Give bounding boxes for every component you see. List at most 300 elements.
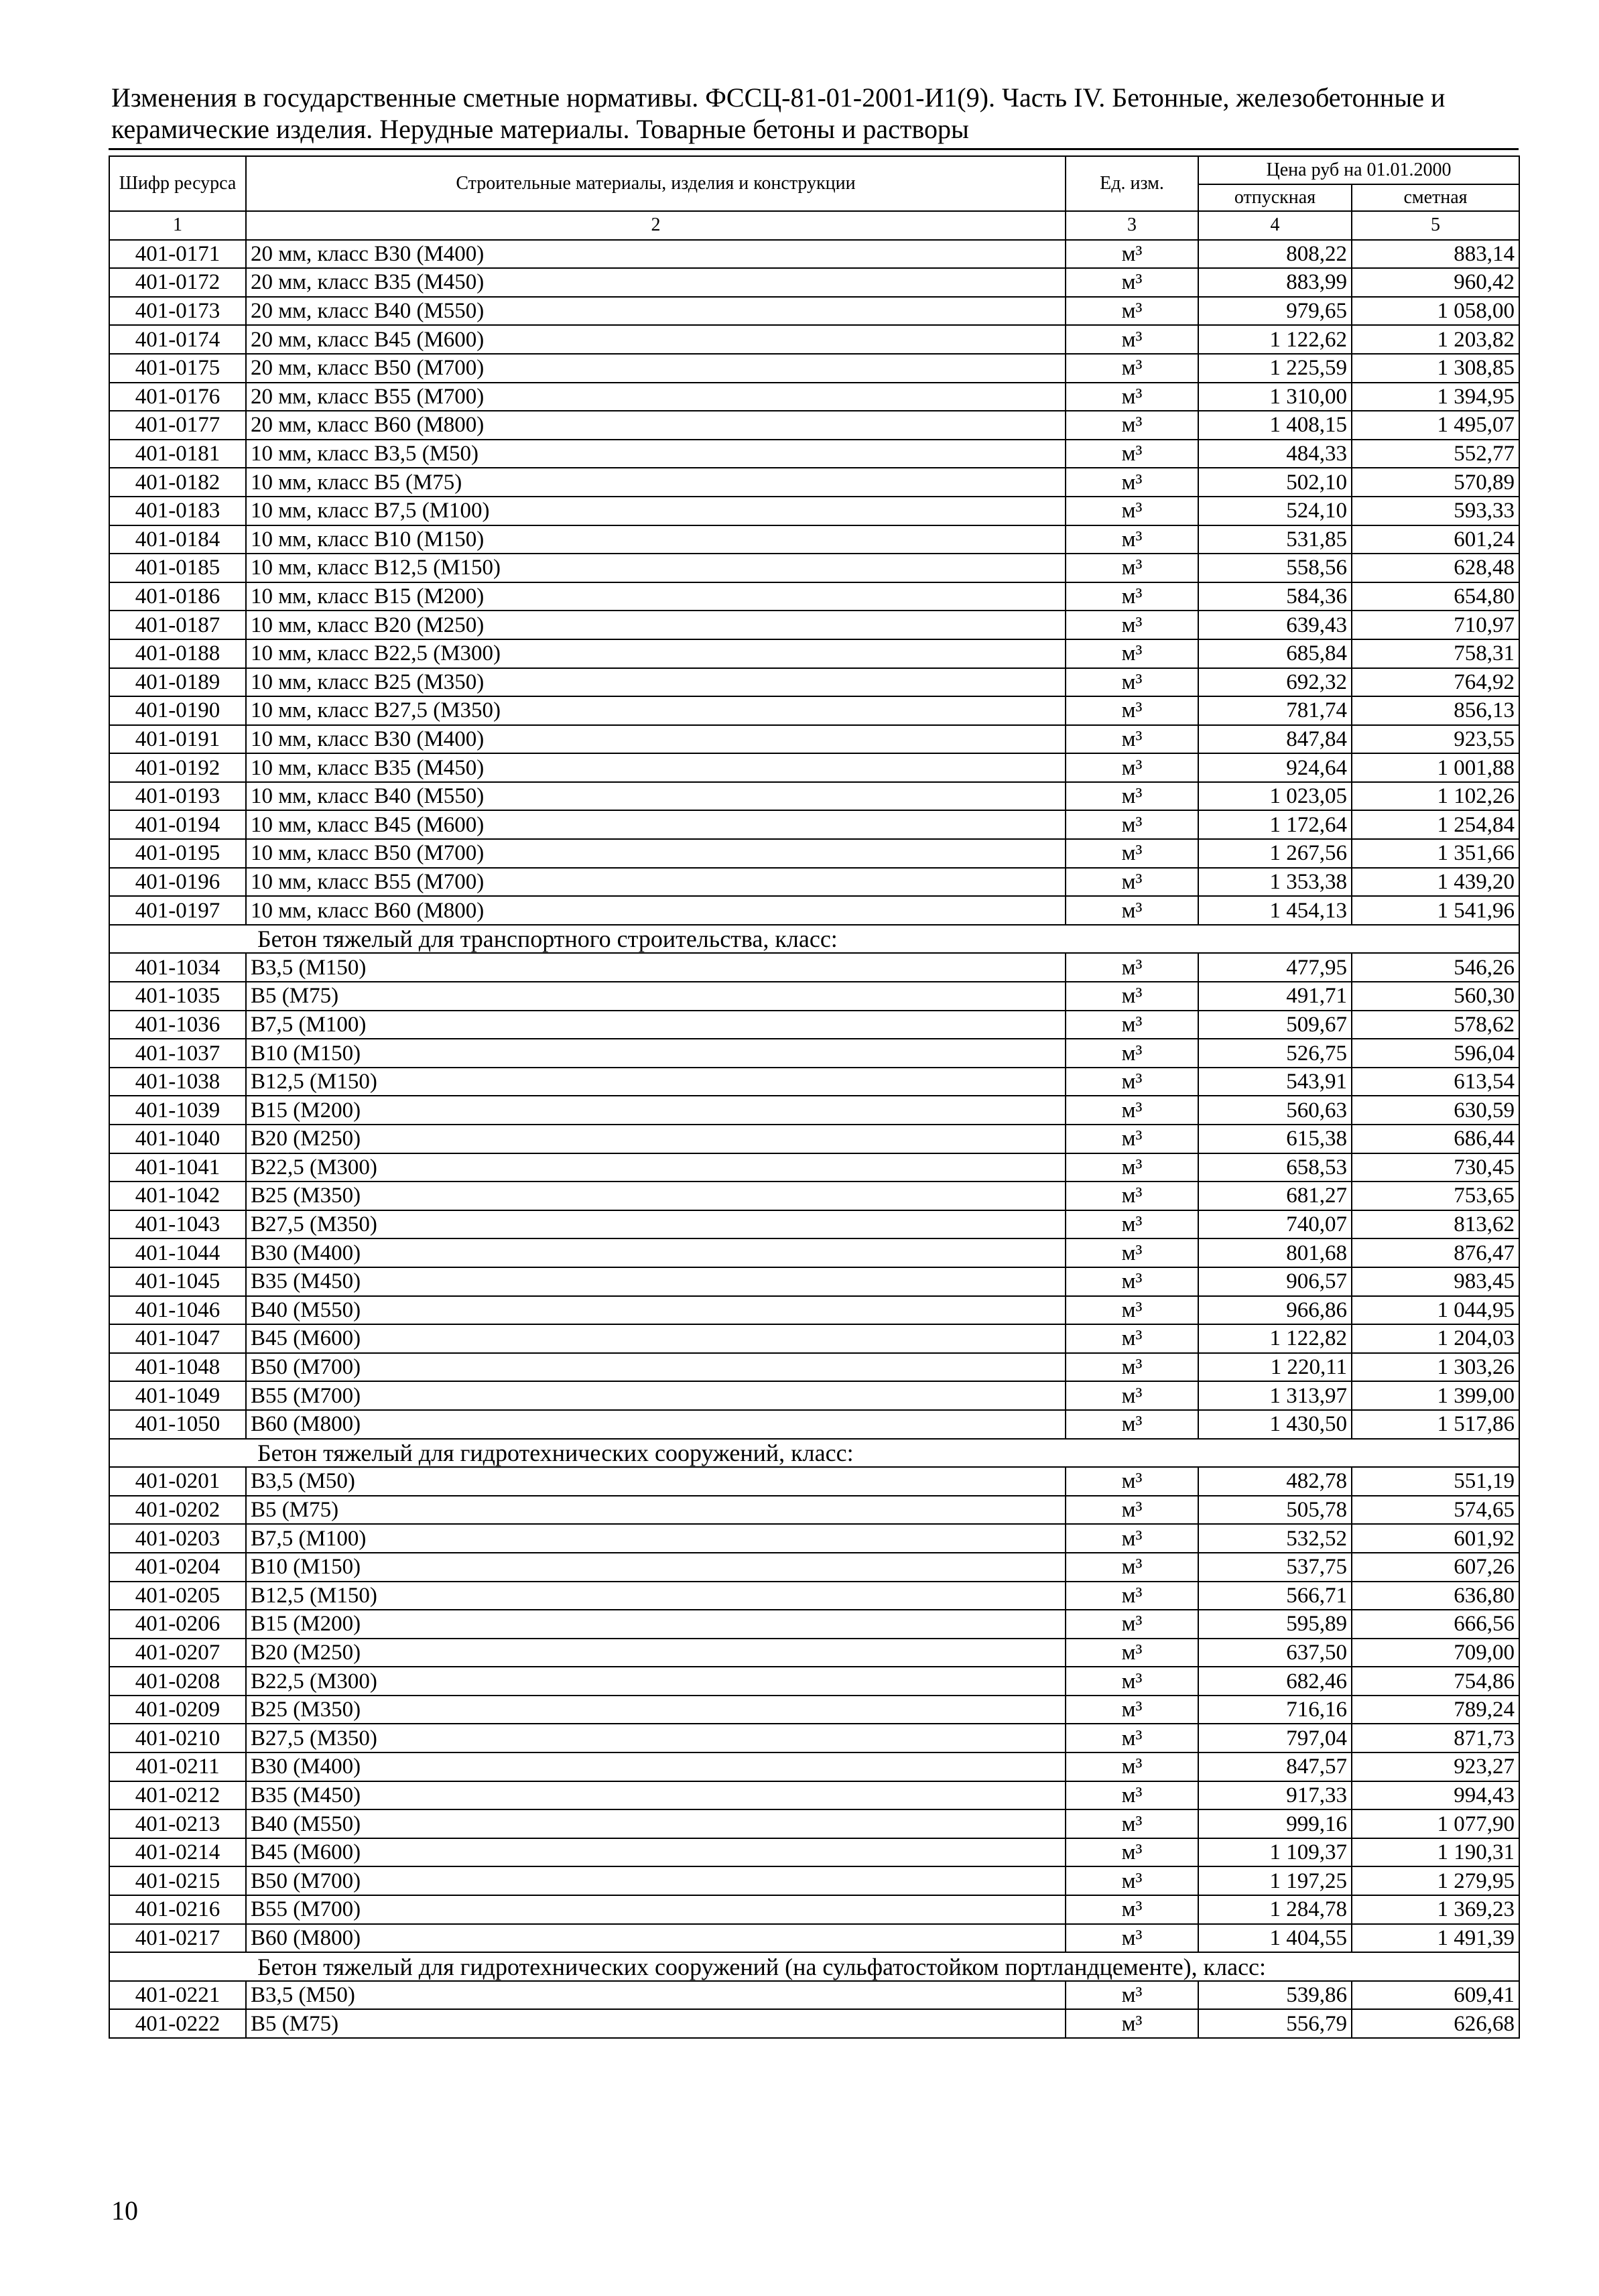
table-row bbox=[109, 1210, 1519, 1239]
table-row bbox=[109, 1182, 1519, 1210]
estimate-price: 628,48 bbox=[1352, 554, 1519, 582]
material-name: В20 (М250) bbox=[246, 1125, 1066, 1153]
estimate-price: 654,80 bbox=[1352, 582, 1519, 611]
material-name: В12,5 (М150) bbox=[246, 1582, 1066, 1610]
table-row bbox=[109, 354, 1519, 383]
unit-cell: м³ bbox=[1066, 268, 1198, 297]
table-row bbox=[109, 725, 1519, 754]
release-price: 524,10 bbox=[1198, 497, 1352, 525]
release-price: 847,84 bbox=[1198, 725, 1352, 754]
material-name: 10 мм, класс В20 (М250) bbox=[246, 611, 1066, 639]
resource-code: 401-1034 bbox=[109, 953, 246, 982]
release-price: 740,07 bbox=[1198, 1210, 1352, 1239]
release-price: 1 454,13 bbox=[1198, 896, 1352, 925]
release-price: 1 109,37 bbox=[1198, 1838, 1352, 1867]
material-name: 10 мм, класс В15 (М200) bbox=[246, 582, 1066, 611]
resource-code: 401-0172 bbox=[109, 268, 246, 297]
unit-cell: м³ bbox=[1066, 1639, 1198, 1667]
unit-cell: м³ bbox=[1066, 1809, 1198, 1838]
material-name: В15 (М200) bbox=[246, 1610, 1066, 1639]
section-row bbox=[109, 1439, 1519, 1468]
estimate-price: 630,59 bbox=[1352, 1096, 1519, 1125]
table-row bbox=[109, 1895, 1519, 1924]
release-price: 1 220,11 bbox=[1198, 1353, 1352, 1382]
resource-code: 401-0177 bbox=[109, 411, 246, 440]
resource-code: 401-0208 bbox=[109, 1667, 246, 1696]
unit-cell: м³ bbox=[1066, 1724, 1198, 1752]
resource-code: 401-0222 bbox=[109, 2009, 246, 2038]
material-name: В60 (М800) bbox=[246, 1924, 1066, 1953]
unit-cell: м³ bbox=[1066, 868, 1198, 897]
material-name: 10 мм, класс В27,5 (М350) bbox=[246, 696, 1066, 725]
unit-cell: м³ bbox=[1066, 1410, 1198, 1439]
resource-code: 401-0217 bbox=[109, 1924, 246, 1953]
material-name: В40 (М550) bbox=[246, 1296, 1066, 1325]
material-name: 10 мм, класс В40 (М550) bbox=[246, 782, 1066, 811]
resource-code: 401-1046 bbox=[109, 1296, 246, 1325]
estimate-price: 1 001,88 bbox=[1352, 753, 1519, 782]
table-row bbox=[109, 1639, 1519, 1667]
release-price: 484,33 bbox=[1198, 440, 1352, 468]
unit-cell: м³ bbox=[1066, 611, 1198, 639]
material-name: В15 (М200) bbox=[246, 1096, 1066, 1125]
release-price: 658,53 bbox=[1198, 1153, 1352, 1182]
resource-code: 401-0215 bbox=[109, 1866, 246, 1895]
unit-cell: м³ bbox=[1066, 1866, 1198, 1895]
release-price: 482,78 bbox=[1198, 1467, 1352, 1496]
estimate-price: 710,97 bbox=[1352, 611, 1519, 639]
table-header-row bbox=[109, 156, 1519, 184]
release-price: 1 122,62 bbox=[1198, 325, 1352, 354]
resource-code: 401-0211 bbox=[109, 1752, 246, 1781]
release-price: 797,04 bbox=[1198, 1724, 1352, 1752]
header-rule bbox=[109, 148, 1519, 150]
unit-cell: м³ bbox=[1066, 1296, 1198, 1325]
table-row bbox=[109, 896, 1519, 925]
release-price: 999,16 bbox=[1198, 1809, 1352, 1838]
material-name: В50 (М700) bbox=[246, 1866, 1066, 1895]
table-row bbox=[109, 1553, 1519, 1582]
table-row bbox=[109, 297, 1519, 326]
unit-cell: м³ bbox=[1066, 1496, 1198, 1525]
section-title: Бетон тяжелый для транспортного строительства, класс: bbox=[109, 925, 1519, 954]
resource-code: 401-0194 bbox=[109, 810, 246, 839]
release-price: 539,86 bbox=[1198, 1981, 1352, 2010]
estimate-price: 1 044,95 bbox=[1352, 1296, 1519, 1325]
estimate-price: 1 058,00 bbox=[1352, 297, 1519, 326]
material-name: В50 (М700) bbox=[246, 1353, 1066, 1382]
unit-cell: м³ bbox=[1066, 1696, 1198, 1724]
material-name: 20 мм, класс В50 (М700) bbox=[246, 354, 1066, 383]
estimate-price-header: сметная bbox=[1352, 184, 1519, 211]
release-price: 1 310,00 bbox=[1198, 383, 1352, 411]
unit-cell: м³ bbox=[1066, 240, 1198, 269]
table-row bbox=[109, 554, 1519, 582]
estimate-price: 789,24 bbox=[1352, 1696, 1519, 1724]
release-price: 808,22 bbox=[1198, 240, 1352, 269]
unit-cell: м³ bbox=[1066, 1182, 1198, 1210]
material-name: В12,5 (М150) bbox=[246, 1068, 1066, 1096]
unit-cell: м³ bbox=[1066, 1553, 1198, 1582]
release-price: 595,89 bbox=[1198, 1610, 1352, 1639]
release-price: 558,56 bbox=[1198, 554, 1352, 582]
resource-code: 401-0202 bbox=[109, 1496, 246, 1525]
estimate-price: 607,26 bbox=[1352, 1553, 1519, 1582]
resource-code: 401-1047 bbox=[109, 1324, 246, 1353]
release-price: 716,16 bbox=[1198, 1696, 1352, 1724]
unit-cell: м³ bbox=[1066, 839, 1198, 868]
unit-cell: м³ bbox=[1066, 1667, 1198, 1696]
resource-code: 401-0212 bbox=[109, 1781, 246, 1810]
section-row bbox=[109, 925, 1519, 954]
table-row bbox=[109, 668, 1519, 697]
release-price: 1 197,25 bbox=[1198, 1866, 1352, 1895]
estimate-price: 1 102,26 bbox=[1352, 782, 1519, 811]
estimate-price: 1 394,95 bbox=[1352, 383, 1519, 411]
estimate-price: 1 308,85 bbox=[1352, 354, 1519, 383]
material-name: 10 мм, класс В45 (М600) bbox=[246, 810, 1066, 839]
release-price: 566,71 bbox=[1198, 1582, 1352, 1610]
page-number: 10 bbox=[111, 2195, 138, 2226]
material-name: В35 (М450) bbox=[246, 1267, 1066, 1296]
resource-code: 401-0171 bbox=[109, 240, 246, 269]
table-row bbox=[109, 468, 1519, 497]
estimate-price: 758,31 bbox=[1352, 639, 1519, 668]
resource-code: 401-1036 bbox=[109, 1011, 246, 1039]
unit-cell: м³ bbox=[1066, 753, 1198, 782]
resource-code: 401-0182 bbox=[109, 468, 246, 497]
material-name: В30 (М400) bbox=[246, 1752, 1066, 1781]
table-row bbox=[109, 1125, 1519, 1153]
material-name: В45 (М600) bbox=[246, 1838, 1066, 1867]
resource-code: 401-0176 bbox=[109, 383, 246, 411]
resource-code: 401-0207 bbox=[109, 1639, 246, 1667]
resource-code: 401-0205 bbox=[109, 1582, 246, 1610]
resource-code: 401-1037 bbox=[109, 1039, 246, 1068]
unit-cell: м³ bbox=[1066, 1238, 1198, 1267]
table-row bbox=[109, 782, 1519, 811]
estimate-price: 552,77 bbox=[1352, 440, 1519, 468]
release-price: 917,33 bbox=[1198, 1781, 1352, 1810]
estimate-price: 1 190,31 bbox=[1352, 1838, 1519, 1867]
unit-cell: м³ bbox=[1066, 982, 1198, 1011]
resource-code: 401-0173 bbox=[109, 297, 246, 326]
unit-cell: м³ bbox=[1066, 554, 1198, 582]
resource-code: 401-1044 bbox=[109, 1238, 246, 1267]
release-price: 1 023,05 bbox=[1198, 782, 1352, 811]
material-name: 10 мм, класс В25 (М350) bbox=[246, 668, 1066, 697]
resource-code: 401-1039 bbox=[109, 1096, 246, 1125]
estimate-price: 1 203,82 bbox=[1352, 325, 1519, 354]
release-price: 847,57 bbox=[1198, 1752, 1352, 1781]
release-price: 491,71 bbox=[1198, 982, 1352, 1011]
estimate-price: 1 495,07 bbox=[1352, 411, 1519, 440]
material-name: В5 (М75) bbox=[246, 2009, 1066, 2038]
material-name: В25 (М350) bbox=[246, 1696, 1066, 1724]
table-row bbox=[109, 1866, 1519, 1895]
material-name: В45 (М600) bbox=[246, 1324, 1066, 1353]
release-price: 1 122,82 bbox=[1198, 1324, 1352, 1353]
section-title: Бетон тяжелый для гидротехнических сооружений, класс: bbox=[109, 1439, 1519, 1468]
material-name: 20 мм, класс В60 (М800) bbox=[246, 411, 1066, 440]
resource-code: 401-0197 bbox=[109, 896, 246, 925]
estimate-price: 730,45 bbox=[1352, 1153, 1519, 1182]
resource-code: 401-1048 bbox=[109, 1353, 246, 1382]
table-row bbox=[109, 810, 1519, 839]
header-line-2: керамические изделия. Нерудные материалы. Товарные бетоны и растворы bbox=[111, 114, 969, 144]
estimate-price: 1 369,23 bbox=[1352, 1895, 1519, 1924]
estimate-price: 560,30 bbox=[1352, 982, 1519, 1011]
table-row bbox=[109, 582, 1519, 611]
release-price: 526,75 bbox=[1198, 1039, 1352, 1068]
resource-code: 401-0213 bbox=[109, 1809, 246, 1838]
unit-cell: м³ bbox=[1066, 1210, 1198, 1239]
col-number: 4 bbox=[1198, 211, 1352, 240]
unit-cell: м³ bbox=[1066, 325, 1198, 354]
material-name: 10 мм, класс В10 (М150) bbox=[246, 525, 1066, 554]
material-name: В35 (М450) bbox=[246, 1781, 1066, 1810]
unit-cell: м³ bbox=[1066, 297, 1198, 326]
table-row bbox=[109, 1582, 1519, 1610]
estimate-price: 923,27 bbox=[1352, 1752, 1519, 1781]
material-name: В3,5 (М50) bbox=[246, 1981, 1066, 2010]
unit-cell: м³ bbox=[1066, 1467, 1198, 1496]
release-price: 1 313,97 bbox=[1198, 1381, 1352, 1410]
material-name: 20 мм, класс В55 (М700) bbox=[246, 383, 1066, 411]
material-name: 10 мм, класс В60 (М800) bbox=[246, 896, 1066, 925]
release-price: 924,64 bbox=[1198, 753, 1352, 782]
estimate-price: 1 541,96 bbox=[1352, 896, 1519, 925]
release-price: 966,86 bbox=[1198, 1296, 1352, 1325]
unit-cell: м³ bbox=[1066, 1267, 1198, 1296]
material-name: В5 (М75) bbox=[246, 1496, 1066, 1525]
estimate-price: 1 491,39 bbox=[1352, 1924, 1519, 1953]
table-row bbox=[109, 1809, 1519, 1838]
unit-cell: м³ bbox=[1066, 1524, 1198, 1553]
table-row bbox=[109, 1096, 1519, 1125]
table-row bbox=[109, 1781, 1519, 1810]
table-row bbox=[109, 1524, 1519, 1553]
unit-cell: м³ bbox=[1066, 1039, 1198, 1068]
resource-code: 401-0185 bbox=[109, 554, 246, 582]
table-row bbox=[109, 753, 1519, 782]
unit-cell: м³ bbox=[1066, 1981, 1198, 2010]
material-name: 10 мм, класс В5 (М75) bbox=[246, 468, 1066, 497]
material-name: В3,5 (М150) bbox=[246, 953, 1066, 982]
column-number-row bbox=[109, 211, 1519, 240]
unit-cell: м³ bbox=[1066, 1895, 1198, 1924]
material-name: В55 (М700) bbox=[246, 1381, 1066, 1410]
table-row bbox=[109, 1981, 1519, 2010]
estimate-price: 613,54 bbox=[1352, 1068, 1519, 1096]
estimate-price: 754,86 bbox=[1352, 1667, 1519, 1696]
table-row bbox=[109, 497, 1519, 525]
estimate-price: 983,45 bbox=[1352, 1267, 1519, 1296]
resource-code: 401-0186 bbox=[109, 582, 246, 611]
estimate-price: 1 279,95 bbox=[1352, 1866, 1519, 1895]
release-price: 1 353,38 bbox=[1198, 868, 1352, 897]
resource-code: 401-1043 bbox=[109, 1210, 246, 1239]
unit-cell: м³ bbox=[1066, 1353, 1198, 1382]
material-name: 10 мм, класс В12,5 (М150) bbox=[246, 554, 1066, 582]
estimate-price: 994,43 bbox=[1352, 1781, 1519, 1810]
estimate-price: 570,89 bbox=[1352, 468, 1519, 497]
material-name: В7,5 (М100) bbox=[246, 1011, 1066, 1039]
unit-cell: м³ bbox=[1066, 497, 1198, 525]
resource-code: 401-0201 bbox=[109, 1467, 246, 1496]
section-title: Бетон тяжелый для гидротехнических сооружений (на сульфатостойком портландцементе), класс: bbox=[109, 1952, 1519, 1981]
table-row bbox=[109, 1324, 1519, 1353]
code-header: Шифр ресурса bbox=[109, 156, 246, 211]
table-row bbox=[109, 411, 1519, 440]
resource-code: 401-1041 bbox=[109, 1153, 246, 1182]
estimate-price: 596,04 bbox=[1352, 1039, 1519, 1068]
unit-header: Ед. изм. bbox=[1066, 156, 1198, 211]
release-price: 505,78 bbox=[1198, 1496, 1352, 1525]
col-number: 1 bbox=[109, 211, 246, 240]
unit-cell: м³ bbox=[1066, 668, 1198, 697]
estimate-price: 601,24 bbox=[1352, 525, 1519, 554]
col-number: 5 bbox=[1352, 211, 1519, 240]
release-price: 1 267,56 bbox=[1198, 839, 1352, 868]
unit-cell: м³ bbox=[1066, 2009, 1198, 2038]
unit-cell: м³ bbox=[1066, 411, 1198, 440]
table-row bbox=[109, 1724, 1519, 1752]
table-row bbox=[109, 1011, 1519, 1039]
material-name: В10 (М150) bbox=[246, 1553, 1066, 1582]
release-price: 1 172,64 bbox=[1198, 810, 1352, 839]
estimate-price: 609,41 bbox=[1352, 1981, 1519, 2010]
table-row bbox=[109, 1039, 1519, 1068]
release-price: 615,38 bbox=[1198, 1125, 1352, 1153]
resource-code: 401-0175 bbox=[109, 354, 246, 383]
estimate-price: 764,92 bbox=[1352, 668, 1519, 697]
table-row bbox=[109, 839, 1519, 868]
release-price: 531,85 bbox=[1198, 525, 1352, 554]
estimate-price: 626,68 bbox=[1352, 2009, 1519, 2038]
material-name: В27,5 (М350) bbox=[246, 1210, 1066, 1239]
material-name: В25 (М350) bbox=[246, 1182, 1066, 1210]
col-number: 3 bbox=[1066, 211, 1198, 240]
resource-code: 401-0188 bbox=[109, 639, 246, 668]
material-name: В60 (М800) bbox=[246, 1410, 1066, 1439]
unit-cell: м³ bbox=[1066, 1125, 1198, 1153]
resource-code: 401-0184 bbox=[109, 525, 246, 554]
material-name: В40 (М550) bbox=[246, 1809, 1066, 1838]
estimate-price: 1 439,20 bbox=[1352, 868, 1519, 897]
resource-code: 401-0221 bbox=[109, 1981, 246, 2010]
unit-cell: м³ bbox=[1066, 953, 1198, 982]
table-row bbox=[109, 1068, 1519, 1096]
unit-cell: м³ bbox=[1066, 1924, 1198, 1953]
resource-code: 401-0203 bbox=[109, 1524, 246, 1553]
release-price: 532,52 bbox=[1198, 1524, 1352, 1553]
table-row bbox=[109, 1238, 1519, 1267]
unit-cell: м³ bbox=[1066, 639, 1198, 668]
unit-cell: м³ bbox=[1066, 1381, 1198, 1410]
resource-code: 401-0189 bbox=[109, 668, 246, 697]
name-header: Строительные материалы, изделия и конструкции bbox=[246, 156, 1066, 211]
resource-code: 401-1035 bbox=[109, 982, 246, 1011]
estimate-price: 666,56 bbox=[1352, 1610, 1519, 1639]
release-price: 906,57 bbox=[1198, 1267, 1352, 1296]
material-name: 20 мм, класс В45 (М600) bbox=[246, 325, 1066, 354]
release-price: 883,99 bbox=[1198, 268, 1352, 297]
estimate-price: 574,65 bbox=[1352, 1496, 1519, 1525]
estimate-price: 1 303,26 bbox=[1352, 1353, 1519, 1382]
release-price: 543,91 bbox=[1198, 1068, 1352, 1096]
col-number: 2 bbox=[246, 211, 1066, 240]
table-row bbox=[109, 1838, 1519, 1867]
release-price: 681,27 bbox=[1198, 1182, 1352, 1210]
release-price: 639,43 bbox=[1198, 611, 1352, 639]
resource-code: 401-0191 bbox=[109, 725, 246, 754]
release-price: 1 225,59 bbox=[1198, 354, 1352, 383]
release-price: 537,75 bbox=[1198, 1553, 1352, 1582]
table-row bbox=[109, 1381, 1519, 1410]
table-row bbox=[109, 240, 1519, 269]
resource-code: 401-0210 bbox=[109, 1724, 246, 1752]
release-price: 781,74 bbox=[1198, 696, 1352, 725]
material-name: В55 (М700) bbox=[246, 1895, 1066, 1924]
release-price: 801,68 bbox=[1198, 1238, 1352, 1267]
resource-code: 401-0190 bbox=[109, 696, 246, 725]
estimate-price: 1 204,03 bbox=[1352, 1324, 1519, 1353]
resource-code: 401-1042 bbox=[109, 1182, 246, 1210]
section-row bbox=[109, 1952, 1519, 1981]
estimate-price: 1 254,84 bbox=[1352, 810, 1519, 839]
unit-cell: м³ bbox=[1066, 1068, 1198, 1096]
table-row bbox=[109, 611, 1519, 639]
material-name: 10 мм, класс В3,5 (М50) bbox=[246, 440, 1066, 468]
table-row bbox=[109, 2009, 1519, 2038]
unit-cell: м³ bbox=[1066, 1610, 1198, 1639]
material-name: 20 мм, класс В35 (М450) bbox=[246, 268, 1066, 297]
unit-cell: м³ bbox=[1066, 354, 1198, 383]
table-row bbox=[109, 1667, 1519, 1696]
material-name: В20 (М250) bbox=[246, 1639, 1066, 1667]
estimate-price: 1 351,66 bbox=[1352, 839, 1519, 868]
table-row bbox=[109, 696, 1519, 725]
table-row bbox=[109, 1153, 1519, 1182]
estimate-price: 883,14 bbox=[1352, 240, 1519, 269]
table-row bbox=[109, 868, 1519, 897]
table-row bbox=[109, 639, 1519, 668]
estimate-price: 923,55 bbox=[1352, 725, 1519, 754]
estimate-price: 546,26 bbox=[1352, 953, 1519, 982]
unit-cell: м³ bbox=[1066, 782, 1198, 811]
material-name: В22,5 (М300) bbox=[246, 1153, 1066, 1182]
material-name: 10 мм, класс В30 (М400) bbox=[246, 725, 1066, 754]
material-name: 10 мм, класс В22,5 (М300) bbox=[246, 639, 1066, 668]
unit-cell: м³ bbox=[1066, 1582, 1198, 1610]
unit-cell: м³ bbox=[1066, 582, 1198, 611]
unit-cell: м³ bbox=[1066, 525, 1198, 554]
release-price-header: отпускная bbox=[1198, 184, 1352, 211]
estimate-price: 876,47 bbox=[1352, 1238, 1519, 1267]
resource-code: 401-0187 bbox=[109, 611, 246, 639]
resource-code: 401-1040 bbox=[109, 1125, 246, 1153]
material-name: В30 (М400) bbox=[246, 1238, 1066, 1267]
release-price: 685,84 bbox=[1198, 639, 1352, 668]
estimate-price: 1 077,90 bbox=[1352, 1809, 1519, 1838]
unit-cell: м³ bbox=[1066, 1011, 1198, 1039]
release-price: 1 408,15 bbox=[1198, 411, 1352, 440]
release-price: 1 430,50 bbox=[1198, 1410, 1352, 1439]
unit-cell: м³ bbox=[1066, 810, 1198, 839]
resource-code: 401-0196 bbox=[109, 868, 246, 897]
release-price: 584,36 bbox=[1198, 582, 1352, 611]
